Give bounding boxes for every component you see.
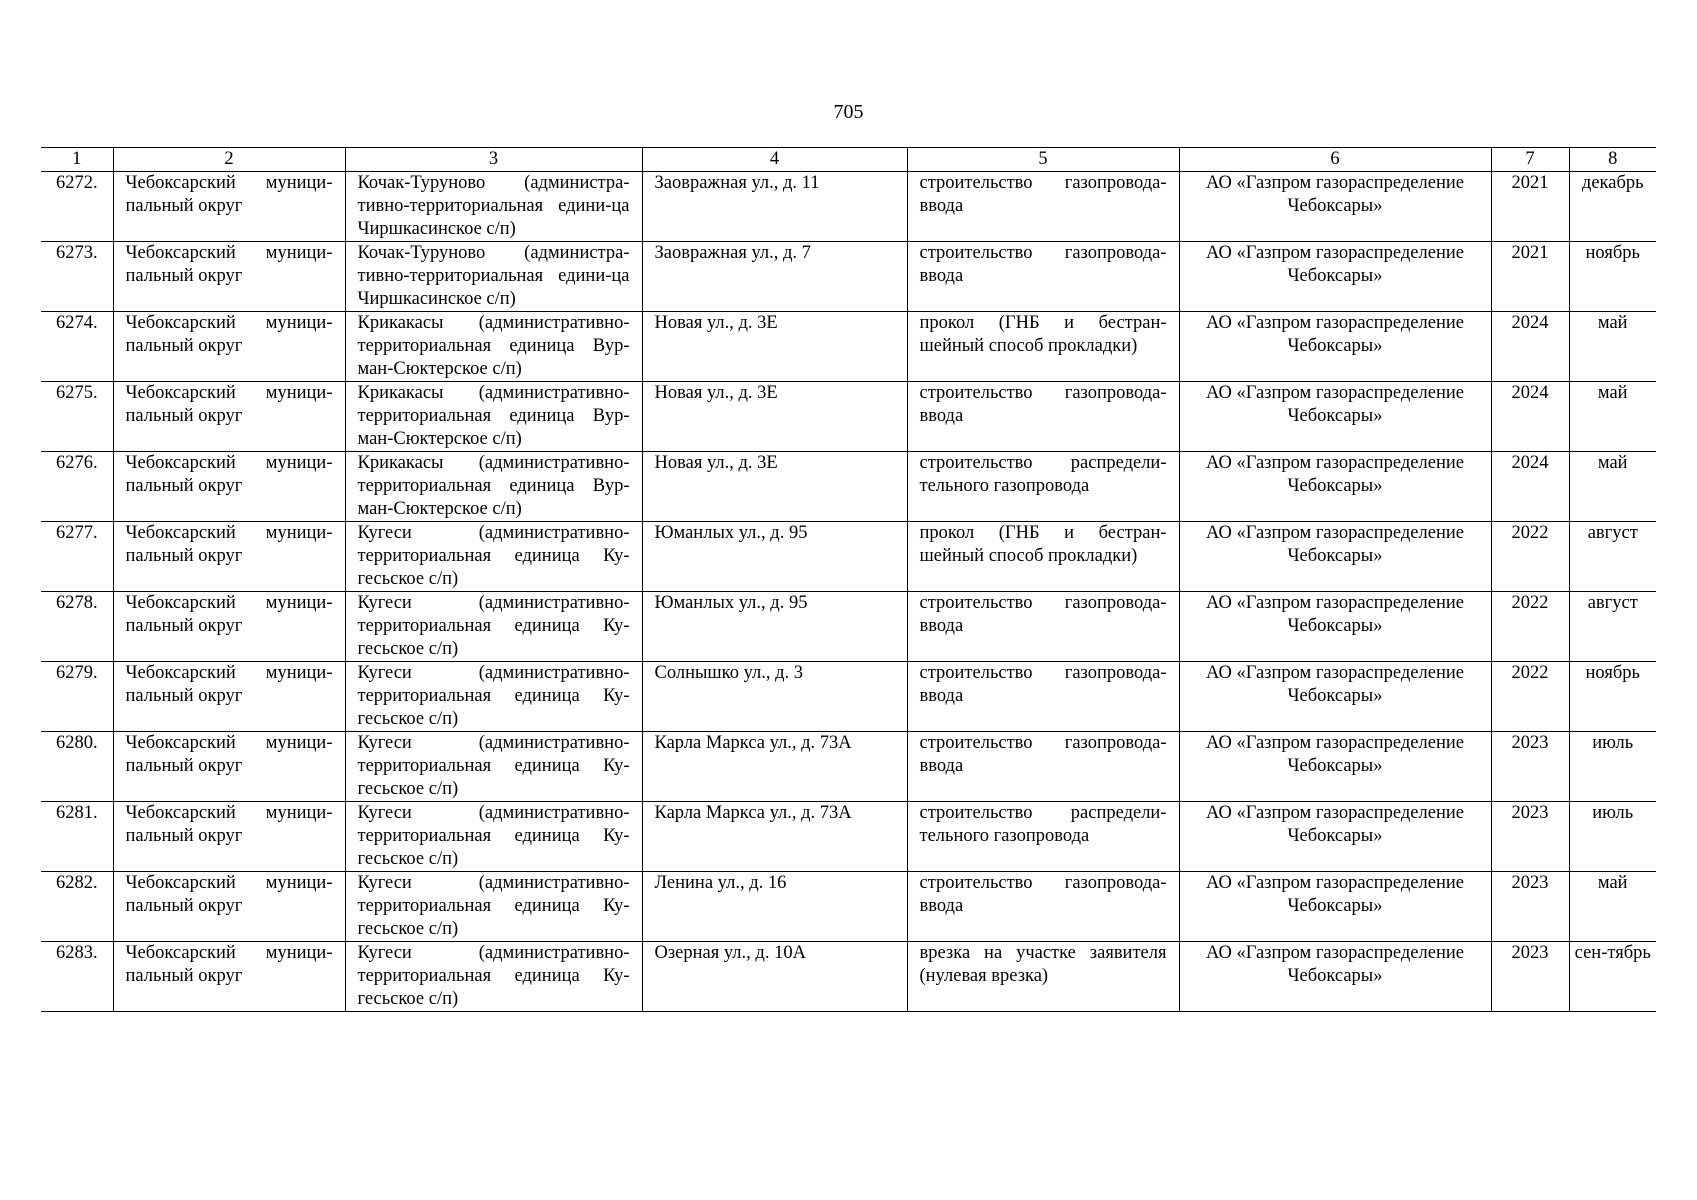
district-cell: Чебоксарский муници-пальный округ bbox=[113, 382, 345, 452]
address-cell: Карла Маркса ул., д. 73А bbox=[642, 802, 907, 872]
row-number: 6275. bbox=[41, 382, 113, 452]
row-number: 6281. bbox=[41, 802, 113, 872]
organization-cell: АО «Газпром газораспределение Чебоксары» bbox=[1179, 732, 1491, 802]
page-number: 705 bbox=[833, 101, 864, 123]
district-cell: Чебоксарский муници-пальный округ bbox=[113, 522, 345, 592]
year-cell: 2024 bbox=[1491, 312, 1569, 382]
address-cell: Заовражная ул., д. 11 bbox=[642, 172, 907, 242]
table-row bbox=[41, 732, 1656, 802]
column-number: 6 bbox=[1179, 148, 1491, 172]
registry-table bbox=[41, 147, 1656, 1012]
row-number: 6273. bbox=[41, 242, 113, 312]
row-number: 6278. bbox=[41, 592, 113, 662]
organization-cell: АО «Газпром газораспределение Чебоксары» bbox=[1179, 592, 1491, 662]
row-number: 6283. bbox=[41, 942, 113, 1012]
organization-cell: АО «Газпром газораспределение Чебоксары» bbox=[1179, 242, 1491, 312]
row-number: 6272. bbox=[41, 172, 113, 242]
table-row bbox=[41, 452, 1656, 522]
address-cell: Новая ул., д. 3Е bbox=[642, 312, 907, 382]
organization-cell: АО «Газпром газораспределение Чебоксары» bbox=[1179, 172, 1491, 242]
table-row bbox=[41, 172, 1656, 242]
district-cell: Чебоксарский муници-пальный округ bbox=[113, 592, 345, 662]
row-number: 6282. bbox=[41, 872, 113, 942]
table-row bbox=[41, 592, 1656, 662]
table-row bbox=[41, 942, 1656, 1012]
row-number: 6274. bbox=[41, 312, 113, 382]
year-cell: 2023 bbox=[1491, 802, 1569, 872]
locality-cell: Кочак-Туруново (администра-тивно-территориальная едини-ца Чиршкасинское с/п) bbox=[345, 242, 642, 312]
year-cell: 2023 bbox=[1491, 942, 1569, 1012]
locality-cell: Крикакасы (административно-территориальная единица Вур-ман-Сюктерское с/п) bbox=[345, 382, 642, 452]
column-number: 2 bbox=[113, 148, 345, 172]
column-number: 3 bbox=[345, 148, 642, 172]
column-number: 5 bbox=[907, 148, 1179, 172]
row-number: 6280. bbox=[41, 732, 113, 802]
organization-cell: АО «Газпром газораспределение Чебоксары» bbox=[1179, 662, 1491, 732]
table-row bbox=[41, 662, 1656, 732]
address-cell: Ленина ул., д. 16 bbox=[642, 872, 907, 942]
district-cell: Чебоксарский муници-пальный округ bbox=[113, 172, 345, 242]
column-number: 7 bbox=[1491, 148, 1569, 172]
organization-cell: АО «Газпром газораспределение Чебоксары» bbox=[1179, 382, 1491, 452]
district-cell: Чебоксарский муници-пальный округ bbox=[113, 802, 345, 872]
district-cell: Чебоксарский муници-пальный округ bbox=[113, 242, 345, 312]
row-number: 6277. bbox=[41, 522, 113, 592]
work-type-cell: строительство газопровода-ввода bbox=[907, 872, 1179, 942]
row-number: 6276. bbox=[41, 452, 113, 522]
year-cell: 2024 bbox=[1491, 382, 1569, 452]
address-cell: Солнышко ул., д. 3 bbox=[642, 662, 907, 732]
month-cell: июль bbox=[1569, 802, 1656, 872]
table-row bbox=[41, 802, 1656, 872]
organization-cell: АО «Газпром газораспределение Чебоксары» bbox=[1179, 802, 1491, 872]
work-type-cell: строительство газопровода-ввода bbox=[907, 592, 1179, 662]
month-cell: август bbox=[1569, 522, 1656, 592]
month-cell: июль bbox=[1569, 732, 1656, 802]
work-type-cell: строительство газопровода-ввода bbox=[907, 242, 1179, 312]
address-cell: Новая ул., д. 3Е bbox=[642, 452, 907, 522]
organization-cell: АО «Газпром газораспределение Чебоксары» bbox=[1179, 872, 1491, 942]
district-cell: Чебоксарский муници-пальный округ bbox=[113, 942, 345, 1012]
row-number: 6279. bbox=[41, 662, 113, 732]
table-row bbox=[41, 872, 1656, 942]
district-cell: Чебоксарский муници-пальный округ bbox=[113, 662, 345, 732]
work-type-cell: строительство газопровода-ввода bbox=[907, 662, 1179, 732]
address-cell: Новая ул., д. 3Е bbox=[642, 382, 907, 452]
locality-cell: Кугеси (административно-территориальная единица Ку-гесьское с/п) bbox=[345, 942, 642, 1012]
month-cell: сен-тябрь bbox=[1569, 942, 1656, 1012]
work-type-cell: строительство распредели-тельного газопровода bbox=[907, 452, 1179, 522]
month-cell: декабрь bbox=[1569, 172, 1656, 242]
locality-cell: Кугеси (административно-территориальная единица Ку-гесьское с/п) bbox=[345, 802, 642, 872]
work-type-cell: прокол (ГНБ и бестран-шейный способ прокладки) bbox=[907, 522, 1179, 592]
work-type-cell: строительство газопровода-ввода bbox=[907, 382, 1179, 452]
year-cell: 2022 bbox=[1491, 592, 1569, 662]
year-cell: 2023 bbox=[1491, 732, 1569, 802]
year-cell: 2024 bbox=[1491, 452, 1569, 522]
table-row bbox=[41, 312, 1656, 382]
district-cell: Чебоксарский муници-пальный округ bbox=[113, 312, 345, 382]
locality-cell: Крикакасы (административно-территориальная единица Вур-ман-Сюктерское с/п) bbox=[345, 312, 642, 382]
address-cell: Заовражная ул., д. 7 bbox=[642, 242, 907, 312]
work-type-cell: строительство газопровода-ввода bbox=[907, 172, 1179, 242]
month-cell: май bbox=[1569, 382, 1656, 452]
year-cell: 2022 bbox=[1491, 522, 1569, 592]
month-cell: май bbox=[1569, 872, 1656, 942]
address-cell: Озерная ул., д. 10А bbox=[642, 942, 907, 1012]
year-cell: 2021 bbox=[1491, 172, 1569, 242]
locality-cell: Кугеси (административно-территориальная единица Ку-гесьское с/п) bbox=[345, 732, 642, 802]
year-cell: 2023 bbox=[1491, 872, 1569, 942]
organization-cell: АО «Газпром газораспределение Чебоксары» bbox=[1179, 312, 1491, 382]
year-cell: 2021 bbox=[1491, 242, 1569, 312]
year-cell: 2022 bbox=[1491, 662, 1569, 732]
organization-cell: АО «Газпром газораспределение Чебоксары» bbox=[1179, 452, 1491, 522]
district-cell: Чебоксарский муници-пальный округ bbox=[113, 872, 345, 942]
locality-cell: Кугеси (административно-территориальная единица Ку-гесьское с/п) bbox=[345, 662, 642, 732]
month-cell: май bbox=[1569, 312, 1656, 382]
column-number: 1 bbox=[41, 148, 113, 172]
locality-cell: Кугеси (административно-территориальная единица Ку-гесьское с/п) bbox=[345, 522, 642, 592]
column-number-row bbox=[41, 148, 1656, 172]
month-cell: август bbox=[1569, 592, 1656, 662]
month-cell: ноябрь bbox=[1569, 662, 1656, 732]
address-cell: Юманлых ул., д. 95 bbox=[642, 592, 907, 662]
month-cell: ноябрь bbox=[1569, 242, 1656, 312]
address-cell: Карла Маркса ул., д. 73А bbox=[642, 732, 907, 802]
work-type-cell: прокол (ГНБ и бестран-шейный способ прокладки) bbox=[907, 312, 1179, 382]
locality-cell: Кочак-Туруново (администра-тивно-территориальная едини-ца Чиршкасинское с/п) bbox=[345, 172, 642, 242]
work-type-cell: врезка на участке заявителя (нулевая врезка) bbox=[907, 942, 1179, 1012]
month-cell: май bbox=[1569, 452, 1656, 522]
address-cell: Юманлых ул., д. 95 bbox=[642, 522, 907, 592]
organization-cell: АО «Газпром газораспределение Чебоксары» bbox=[1179, 942, 1491, 1012]
table-row bbox=[41, 242, 1656, 312]
work-type-cell: строительство распредели-тельного газопровода bbox=[907, 802, 1179, 872]
column-number: 8 bbox=[1569, 148, 1656, 172]
table-row bbox=[41, 382, 1656, 452]
locality-cell: Кугеси (административно-территориальная единица Ку-гесьское с/п) bbox=[345, 872, 642, 942]
organization-cell: АО «Газпром газораспределение Чебоксары» bbox=[1179, 522, 1491, 592]
column-number: 4 bbox=[642, 148, 907, 172]
locality-cell: Кугеси (административно-территориальная единица Ку-гесьское с/п) bbox=[345, 592, 642, 662]
district-cell: Чебоксарский муници-пальный округ bbox=[113, 452, 345, 522]
table-row bbox=[41, 522, 1656, 592]
locality-cell: Крикакасы (административно-территориальная единица Вур-ман-Сюктерское с/п) bbox=[345, 452, 642, 522]
district-cell: Чебоксарский муници-пальный округ bbox=[113, 732, 345, 802]
work-type-cell: строительство газопровода-ввода bbox=[907, 732, 1179, 802]
